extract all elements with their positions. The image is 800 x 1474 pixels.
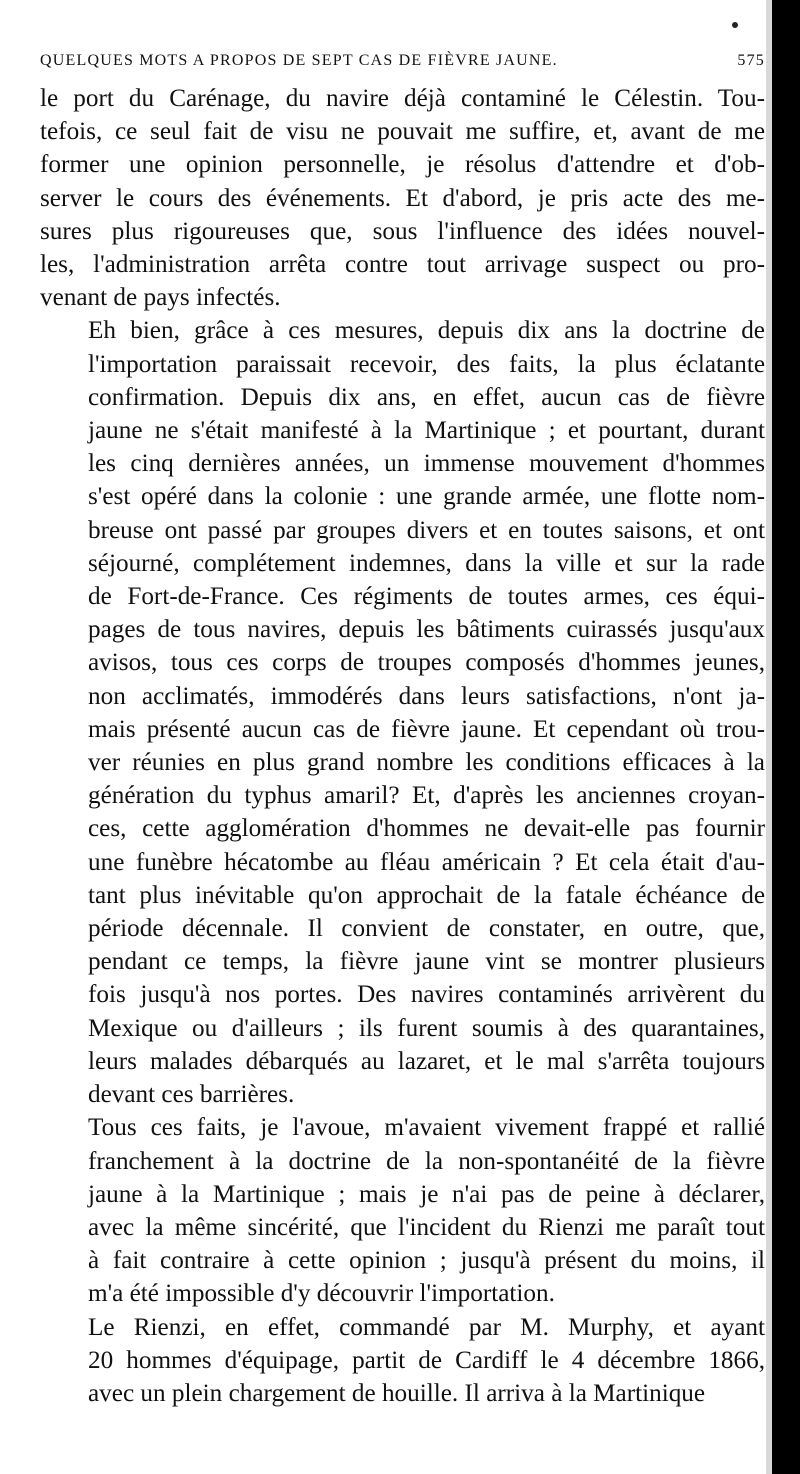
running-title: QUELQUES MOTS A PROPOS DE SEPT CAS DE FIÈVRE JAUNE. bbox=[40, 52, 558, 69]
text-line: les cinq dernières années, un immense mouvement d'hommes bbox=[88, 450, 765, 478]
text-line: séjourné, complétement indemnes, dans la ville et sur la rade bbox=[88, 549, 765, 577]
text-line: ces, cette agglomération d'hommes ne devait-elle pas fournir bbox=[88, 815, 765, 843]
text-line: le port du Carénage, du navire déjà contaminé le Célestin. Tou- bbox=[40, 85, 765, 112]
scan-dark-edge bbox=[772, 0, 800, 1474]
text-line: former une opinion personnelle, je résolus d'attendre et d'ob- bbox=[40, 151, 765, 179]
text-line: jaune à la Martinique ; mais je n'ai pas de peine à déclarer, bbox=[88, 1180, 765, 1208]
text-line: non acclimatés, immodérés dans leurs satisfactions, n'ont ja- bbox=[88, 682, 765, 710]
text-line: avec un plein chargement de houille. Il arriva à la Martinique bbox=[88, 1379, 706, 1407]
text-line: tefois, ce seul fait de visu ne pouvait me suffire, et, avant de me bbox=[40, 118, 765, 146]
text-line: pendant ce temps, la fièvre jaune vint se montrer plusieurs bbox=[88, 948, 765, 976]
text-line: de Fort-de-France. Ces régiments de toutes armes, ces équi- bbox=[88, 583, 765, 611]
text-line: confirmation. Depuis dix ans, en effet, aucun cas de fièvre bbox=[88, 383, 765, 411]
text-line: Tous ces faits, je l'avoue, m'avaient vivement frappé et rallié bbox=[88, 1114, 765, 1142]
body-text bbox=[40, 82, 765, 1410]
text-line: devant ces barrières. bbox=[88, 1081, 295, 1109]
text-line: période décennale. Il convient de constater, en outre, que, bbox=[88, 915, 765, 943]
text-line: breuse ont passé par groupes divers et en toutes saisons, et ont bbox=[88, 516, 765, 544]
paragraph bbox=[40, 1111, 765, 1310]
text-line: franchement à la doctrine de la non-spontanéité de la fièvre bbox=[88, 1147, 765, 1175]
paragraph bbox=[40, 1311, 765, 1411]
text-line: jaune ne s'était manifesté à la Martinique ; et pourtant, durant bbox=[88, 417, 765, 445]
text-line: les, l'administration arrêta contre tout arrivage suspect ou pro- bbox=[40, 251, 765, 279]
page-speck bbox=[732, 22, 738, 28]
running-header bbox=[40, 52, 765, 70]
text-line: fois jusqu'à nos portes. Des navires contaminés arrivèrent du bbox=[88, 981, 765, 1009]
text-line: à fait contraire à cette opinion ; jusqu'à présent du moins, il bbox=[88, 1247, 765, 1275]
text-line: leurs malades débarqués au lazaret, et le mal s'arrêta toujours bbox=[88, 1047, 765, 1075]
text-line: Mexique ou d'ailleurs ; ils furent soumis à des quarantaines, bbox=[88, 1014, 765, 1042]
text-line: mais présenté aucun cas de fièvre jaune. Et cependant où trou- bbox=[88, 715, 765, 743]
text-line: venant de pays infectés. bbox=[40, 284, 281, 312]
text-line: ver réunies en plus grand nombre les conditions efficaces à la bbox=[88, 749, 765, 777]
text-line: génération du typhus amaril? Et, d'après les anciennes croyan- bbox=[88, 782, 765, 810]
paragraph bbox=[40, 314, 765, 1111]
text-line: server le cours des événements. Et d'abord, je pris acte des me- bbox=[40, 184, 765, 212]
text-line: avisos, tous ces corps de troupes composés d'hommes jeunes, bbox=[88, 649, 765, 677]
text-line: Eh bien, grâce à ces mesures, depuis dix ans la doctrine de bbox=[88, 317, 765, 345]
text-line: sures plus rigoureuses que, sous l'influence des idées nouvel- bbox=[40, 217, 765, 245]
text-line: m'a été impossible d'y découvrir l'importation. bbox=[88, 1280, 555, 1308]
text-line: s'est opéré dans la colonie : une grande armée, une flotte nom- bbox=[88, 483, 765, 511]
text-line: l'importation paraissait recevoir, des faits, la plus éclatante bbox=[88, 350, 765, 378]
text-line: 20 hommes d'équipage, partit de Cardiff le 4 décembre 1866, bbox=[88, 1346, 765, 1374]
text-line: avec la même sincérité, que l'incident du Rienzi me paraît tout bbox=[88, 1213, 765, 1241]
text-line: tant plus inévitable qu'on approchait de la fatale échéance de bbox=[88, 881, 765, 909]
text-line: Le Rienzi, en effet, commandé par M. Murphy, et ayant bbox=[88, 1313, 765, 1341]
paragraph bbox=[40, 82, 765, 314]
text-line: une funèbre hécatombe au fléau américain ? Et cela était d'au- bbox=[88, 848, 765, 876]
text-line: pages de tous navires, depuis les bâtiments cuirassés jusqu'aux bbox=[88, 616, 765, 644]
page-number: 575 bbox=[737, 52, 765, 69]
